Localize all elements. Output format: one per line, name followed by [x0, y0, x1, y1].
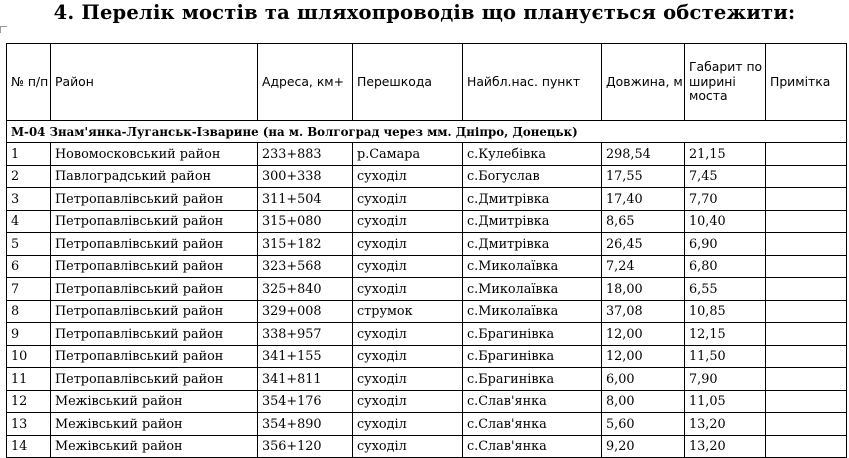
table-cell: с.Богуслав: [463, 165, 602, 188]
column-header: Габарит по ширині моста: [685, 44, 766, 121]
table-cell: 13: [7, 413, 51, 436]
table-row: [7, 368, 847, 391]
table-cell: с.Слав'янка: [463, 435, 602, 458]
table-cell: 354+890: [258, 413, 353, 436]
table-cell: суходіл: [353, 323, 463, 346]
table-cell: [766, 210, 847, 233]
column-header: Район: [51, 44, 258, 121]
table-row: [7, 413, 847, 436]
table-cell: 11,05: [685, 390, 766, 413]
table-cell: [766, 323, 847, 346]
table-cell: 13,20: [685, 435, 766, 458]
table-cell: [766, 368, 847, 391]
table-row: [7, 390, 847, 413]
table-cell: 7,90: [685, 368, 766, 391]
table-cell: 26,45: [602, 233, 685, 256]
table-cell: суходіл: [353, 210, 463, 233]
table-cell: Петропавлівський район: [51, 368, 258, 391]
table-cell: 6,00: [602, 368, 685, 391]
section-row: [7, 121, 847, 143]
table-cell: 338+957: [258, 323, 353, 346]
table-row: [7, 300, 847, 323]
table-cell: 12,15: [685, 323, 766, 346]
table-cell: [766, 233, 847, 256]
table-cell: с.Миколаївка: [463, 300, 602, 323]
section-title: М-04 Знам'янка-Луганськ-Ізварине (на м. Волгоград через мм. Дніпро, Донецьк): [7, 121, 847, 143]
table-cell: 325+840: [258, 278, 353, 301]
table-cell: суходіл: [353, 413, 463, 436]
table-cell: струмок: [353, 300, 463, 323]
table-row: [7, 323, 847, 346]
table-cell: суходіл: [353, 278, 463, 301]
table-cell: р.Самара: [353, 143, 463, 166]
table-cell: 6,90: [685, 233, 766, 256]
table-cell: 356+120: [258, 435, 353, 458]
table-cell: с.Миколаївка: [463, 278, 602, 301]
column-header: Найбл.нас. пункт: [463, 44, 602, 121]
table-cell: 5,60: [602, 413, 685, 436]
table-cell: [766, 345, 847, 368]
text-boundary-mark: [0, 26, 7, 33]
table-cell: 11: [7, 368, 51, 391]
table-cell: 6: [7, 255, 51, 278]
table-cell: 12: [7, 390, 51, 413]
table-cell: [766, 255, 847, 278]
table-cell: Новомосковський район: [51, 143, 258, 166]
table-cell: Петропавлівський район: [51, 188, 258, 211]
table-cell: с.Дмитрівка: [463, 233, 602, 256]
table-cell: 14: [7, 435, 51, 458]
table-cell: 341+155: [258, 345, 353, 368]
table-cell: Петропавлівський район: [51, 323, 258, 346]
table-cell: 4: [7, 210, 51, 233]
table-row: [7, 255, 847, 278]
table-cell: 17,55: [602, 165, 685, 188]
table-row: [7, 165, 847, 188]
table-cell: [766, 390, 847, 413]
table-cell: 18,00: [602, 278, 685, 301]
table-cell: Межівський район: [51, 435, 258, 458]
column-header: Адреса, км+: [258, 44, 353, 121]
column-header: Довжина, м: [602, 44, 685, 121]
table-cell: [766, 278, 847, 301]
bridges-table: [6, 43, 847, 458]
table-cell: 12,00: [602, 323, 685, 346]
table-cell: [766, 165, 847, 188]
table-cell: 8: [7, 300, 51, 323]
table-cell: суходіл: [353, 435, 463, 458]
table-cell: 37,08: [602, 300, 685, 323]
table-cell: 13,20: [685, 413, 766, 436]
table-cell: 6,55: [685, 278, 766, 301]
table-cell: 233+883: [258, 143, 353, 166]
table-cell: суходіл: [353, 255, 463, 278]
table-cell: 10,85: [685, 300, 766, 323]
table-cell: Павлоградський район: [51, 165, 258, 188]
table-cell: 3: [7, 188, 51, 211]
table-cell: суходіл: [353, 345, 463, 368]
table-cell: суходіл: [353, 390, 463, 413]
table-cell: 315+080: [258, 210, 353, 233]
column-header: № п/п: [7, 44, 51, 121]
table-cell: 7,45: [685, 165, 766, 188]
table-row: [7, 435, 847, 458]
table-cell: суходіл: [353, 368, 463, 391]
table-cell: Петропавлівський район: [51, 210, 258, 233]
table-cell: суходіл: [353, 233, 463, 256]
table-cell: Межівський район: [51, 390, 258, 413]
column-header: Примітка: [766, 44, 847, 121]
table-cell: 329+008: [258, 300, 353, 323]
table-cell: 21,15: [685, 143, 766, 166]
table-cell: с.Кулебівка: [463, 143, 602, 166]
table-header-row: [7, 44, 847, 121]
table-row: [7, 278, 847, 301]
table-cell: с.Слав'янка: [463, 413, 602, 436]
table-cell: 9: [7, 323, 51, 346]
table-cell: 2: [7, 165, 51, 188]
table-cell: 311+504: [258, 188, 353, 211]
table-cell: 323+568: [258, 255, 353, 278]
table-cell: 6,80: [685, 255, 766, 278]
table-cell: 8,65: [602, 210, 685, 233]
table-cell: 298,54: [602, 143, 685, 166]
table-cell: 341+811: [258, 368, 353, 391]
table-cell: с.Миколаївка: [463, 255, 602, 278]
table-cell: 10: [7, 345, 51, 368]
table-row: [7, 143, 847, 166]
table-cell: 12,00: [602, 345, 685, 368]
table-cell: суходіл: [353, 188, 463, 211]
table-cell: 7,24: [602, 255, 685, 278]
table-cell: Петропавлівський район: [51, 233, 258, 256]
column-header: Перешкода: [353, 44, 463, 121]
table-row: [7, 188, 847, 211]
table-cell: с.Дмитрівка: [463, 188, 602, 211]
table-cell: с.Брагинівка: [463, 345, 602, 368]
page-title: 4. Перелік мостів та шляхопроводів що планується обстежити:: [53, 1, 796, 24]
table-cell: [766, 300, 847, 323]
table-cell: 5: [7, 233, 51, 256]
table-cell: с.Слав'янка: [463, 390, 602, 413]
table-cell: 7,70: [685, 188, 766, 211]
table-cell: [766, 188, 847, 211]
table-cell: [766, 413, 847, 436]
table-cell: суходіл: [353, 165, 463, 188]
table-row: [7, 210, 847, 233]
table-cell: 10,40: [685, 210, 766, 233]
table-row: [7, 345, 847, 368]
table-cell: 7: [7, 278, 51, 301]
table-cell: Петропавлівський район: [51, 255, 258, 278]
table-cell: 354+176: [258, 390, 353, 413]
table-cell: [766, 143, 847, 166]
table-cell: Петропавлівський район: [51, 345, 258, 368]
table-row: [7, 233, 847, 256]
table-cell: с.Дмитрівка: [463, 210, 602, 233]
table-cell: Петропавлівський район: [51, 278, 258, 301]
table-cell: 315+182: [258, 233, 353, 256]
table-cell: с.Брагинівка: [463, 323, 602, 346]
table-cell: с.Брагинівка: [463, 368, 602, 391]
table-cell: Межівський район: [51, 413, 258, 436]
table-cell: 1: [7, 143, 51, 166]
table-cell: 8,00: [602, 390, 685, 413]
table-cell: [766, 435, 847, 458]
table-cell: 300+338: [258, 165, 353, 188]
table-cell: 9,20: [602, 435, 685, 458]
table-cell: 17,40: [602, 188, 685, 211]
table-cell: 11,50: [685, 345, 766, 368]
table-cell: Петропавлівський район: [51, 300, 258, 323]
